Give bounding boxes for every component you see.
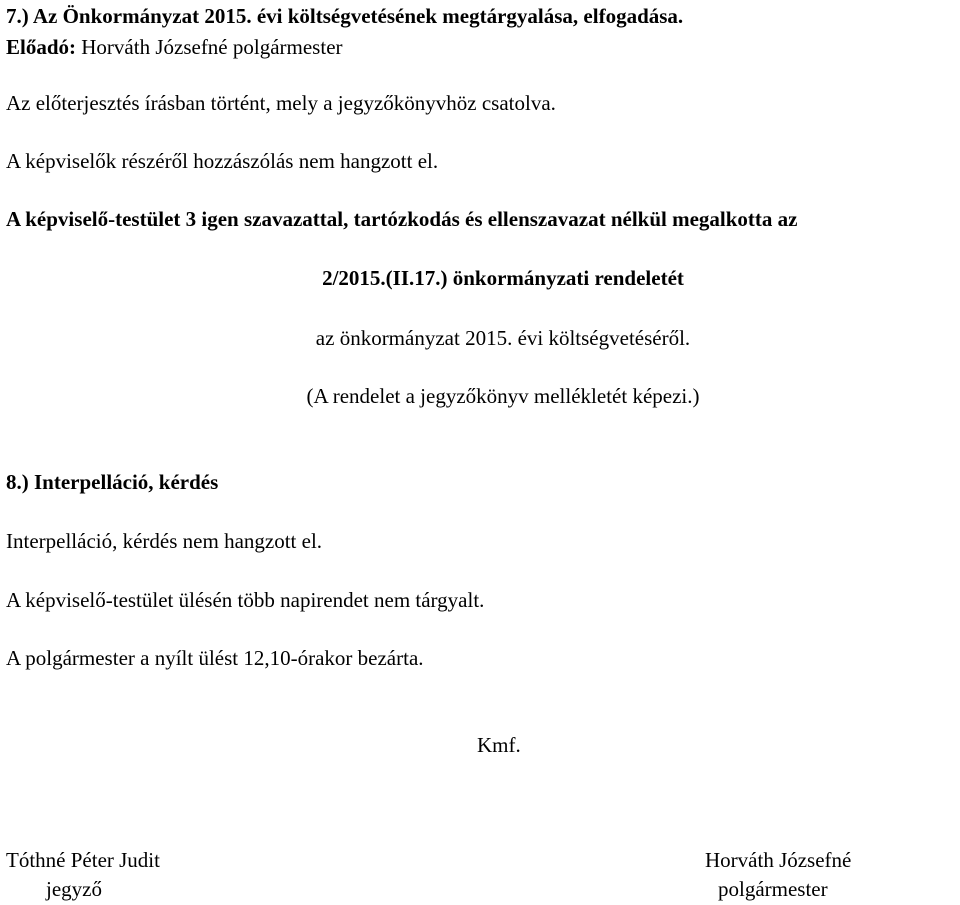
kmf-label: Kmf. xyxy=(477,733,521,757)
decree-number: 2/2015.(II.17.) önkormányzati rendeletét xyxy=(322,266,684,290)
discussion-text: A képviselők részéről hozzászólás nem hangzott el. xyxy=(6,149,439,173)
adjourned-text: A polgármester a nyílt ülést 12,10-órakor bezárta. xyxy=(6,646,424,670)
presenter-line xyxy=(6,37,343,58)
no-more-items-text: A képviselő-testület ülésén több napirendet nem tárgyalt. xyxy=(6,588,485,612)
item8-body: Interpelláció, kérdés nem hangzott el. xyxy=(6,529,323,553)
vote-text: A képviselő-testület 3 igen szavazattal, tartózkodás és ellenszavazat nélkül megalkotta az xyxy=(6,207,798,231)
decree-subject: az önkormányzat 2015. évi költségvetéséről. xyxy=(315,326,691,350)
right-signatory-title: polgármester xyxy=(718,877,828,901)
presenter-name: Horváth Józsefné polgármester xyxy=(76,35,343,59)
item8-heading: 8.) Interpelláció, kérdés xyxy=(6,470,219,494)
left-signatory-name: Tóthné Péter Judit xyxy=(6,848,160,872)
right-signatory-name: Horváth Józsefné xyxy=(705,848,852,872)
submission-text: Az előterjesztés írásban történt, mely a jegyzőkönyvhöz csatolva. xyxy=(6,91,556,115)
item7-heading: 7.) Az Önkormányzat 2015. évi költségvetésének megtárgyalása, elfogadása. xyxy=(6,4,684,28)
left-signatory-title: jegyző xyxy=(46,877,102,901)
decree-note: (A rendelet a jegyzőkönyv mellékletét képezi.) xyxy=(306,384,700,408)
presenter-label: Előadó: xyxy=(6,35,77,59)
